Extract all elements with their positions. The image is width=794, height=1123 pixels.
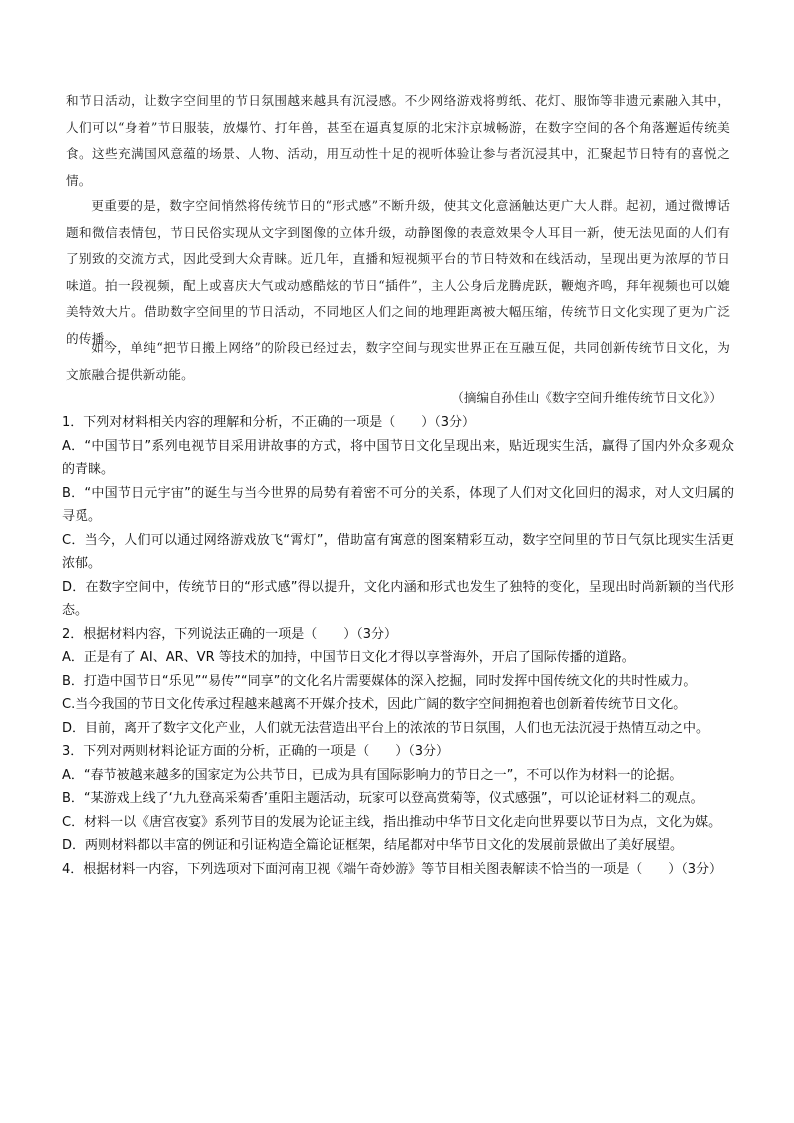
question-1-option-d: D．在数字空间中，传统节日的“形式感”得以提升，文化内涵和形式也发生了独特的变化，呈现出时尚新颖的当代形态。: [62, 579, 734, 618]
question-1-option-b: B．“中国节日元宇宙”的诞生与当今世界的局势有着密不可分的关系，体现了人们对文化回归的渴求，对人文归属的寻觅。: [62, 485, 734, 524]
passage-paragraph-1: [66, 88, 730, 194]
source-citation: （摘编自孙佳山《数字空间升维传统节日文化》）: [451, 390, 722, 405]
paragraph-text: 如今，单纯“把节日搬上网络”的阶段已经过去，数字空间与现实世界正在互融互促，共同创新传统节日文化，为文旅融合提供新动能。: [66, 340, 730, 382]
question-2-option-a: A．正是有了 AI、AR、VR 等技术的加持，中国节日文化才得以享誉海外，开启了国际传播的道路。: [62, 650, 635, 665]
question-2-option-b: B．打造中国节日“乐见”“易传”“同享”的文化名片需要媒体的深入挖掘，同时发挥中国传统文化的共时性威力。: [62, 673, 697, 689]
question-3-option-c: C．材料一以《唐宫夜宴》系列节目的发展为论证主线，指出推动中华节日文化走向世界要以节日为点，文化为媒。: [62, 814, 722, 830]
question-2-stem: 2．根据材料内容，下列说法正确的一项是（ ）（3分）: [62, 626, 398, 642]
question-3-option-b: B．“某游戏上线了‘九九登高采菊香’重阳主题活动，玩家可以登高赏菊等，仪式感强”，可以论证材料二的观点。: [62, 791, 704, 806]
question-list: [62, 411, 734, 881]
question-1-option-a: A．“中国节日”系列电视节目采用讲故事的方式，将中国节日文化呈现出来，贴近现实生活，赢得了国内外众多观众的青睐。: [62, 438, 734, 477]
question-3-option-a: A．“春节被越来越多的国家定为公共节日，已成为具有国际影响力的节日之一”，不可以作为材料一的论据。: [62, 767, 683, 783]
question-2-option-d: D．目前，离开了数字文化产业，人们就无法营造出平台上的浓浓的节日氛围，人们也无法沉浸于热情互动之中。: [62, 720, 710, 736]
passage-paragraph-3: [66, 335, 730, 388]
question-2-option-c: C.当今我国的节日文化传承过程越来越离不开媒介技术，因此广阔的数字空间拥抱着也创新着传统节日文化。: [62, 697, 687, 712]
question-3-stem: 3．下列对两则材料论证方面的分析，正确的一项是（ ）（3分）: [62, 744, 450, 759]
paragraph-text: 和节日活动，让数字空间里的节日氛围越来越具有沉浸感。不少网络游戏将剪纸、花灯、服饰等非遗元素融入其中，人们可以“身着”节日服装，放爆竹、打年兽，甚至在逼真复原的北宋汴京城畅游，在数字空间的各个角落邂逅传统美食。这些充满国风意蕴的场景、人物、活动，用互动性十足的视听体验让参与者沉浸其中，汇聚起节日特有的喜悦之情。: [66, 93, 730, 188]
question-1-option-c: C．当今，人们可以通过网络游戏放飞“霄灯”，借助富有寓意的图案精彩互动，数字空间里的节日气氛比现实生活更浓郁。: [62, 532, 734, 571]
question-1-stem: 1．下列对材料相关内容的理解和分析，不正确的一项是（ ）（3分）: [62, 415, 476, 430]
paragraph-text: 更重要的是，数字空间悄然将传统节日的“形式感”不断升级，使其文化意涵触达更广大人群。起初，通过微博话题和微信表情包，节日民俗实现从文字到图像的立体升级，动静图像的表意效果令人耳目一新，使无法见面的人们有了别致的交流方式，因此受到大众青睐。近几年，直播和短视频平台的节日特效和在线活动，呈现出更为浓厚的节日味道。拍一段视频，配上或喜庆大气或动感酷炫的节日“插件”，主人公身后龙腾虎跃，鞭炮齐鸣，拜年视频也可以媲美特效大片。借助数字空间里的节日活动，不同地区人们之间的地理距离被大幅压缩，传统节日文化实现了更为广泛的传播。: [66, 198, 730, 346]
question-3-option-d: D．两则材料都以丰富的例证和引证构造全篇论证框架，结尾都对中华节日文化的发展前景做出了美好展望。: [62, 838, 684, 853]
question-4-stem: 4．根据材料一内容，下列选项对下面河南卫视《端午奇妙游》等节目相关图表解读不恰当的一项是（ ）（3分）: [62, 861, 723, 877]
passage-paragraph-2: [66, 193, 730, 352]
